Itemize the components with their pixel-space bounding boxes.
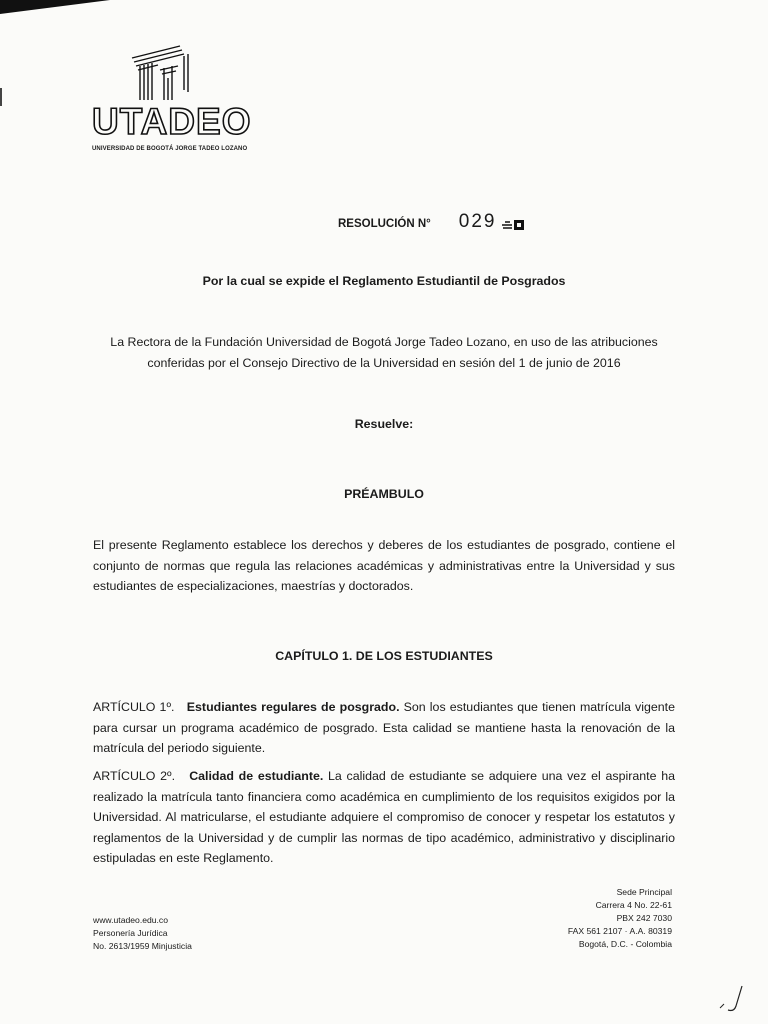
article-1 [93,697,675,759]
resolution-label: RESOLUCIÓN N° [338,218,431,230]
logo-subtitle: UNIVERSIDAD DE BOGOTÁ JORGE TADEO LOZANO [92,146,248,152]
logo-wordmark: UTADEO [92,101,252,142]
resolution-number: 029 [458,211,497,232]
footer-left [93,914,192,953]
footer-headquarters: Sede Principal [616,887,672,897]
preamble-title: PRÉAMBULO [344,487,424,501]
footer-legal-number: No. 2613/1959 Minjusticia [93,941,192,951]
article-2 [93,766,675,869]
footer-address: Carrera 4 No. 22-61 [595,900,672,910]
resolution-line [338,212,526,236]
footer-fax: FAX 561 2107 · A.A. 80319 [567,926,672,936]
article-1-text: Son los estudiantes que tienen matrícula vigente para cursar un programa académico de posgrado. Esta calidad se mantiene hasta la renovación de la matrícula del periodo siguiente. [93,700,675,756]
utadeo-logo [92,44,262,152]
footer-right [568,886,672,951]
scan-corner-mark [0,0,110,16]
article-1-number: ARTÍCULO 1º. [93,700,175,714]
article-2-text: La calidad de estudiante se adquiere una vez el aspirante ha realizado la matrícula tanto financiera como académica en cumplimiento de los requisitos exigidos por la Universidad. Al matricularse, el estudiante adquiere el compromiso de conocer y respetar los estatutos y reglamentos de la Universidad y de cumplir las normas de tipo académico, administrativo y disciplinario estipuladas en este Reglamento. [93,769,675,866]
chapter-1-title: CAPÍTULO 1. DE LOS ESTUDIANTES [275,649,493,663]
date-stamp-icon [500,215,526,233]
footer-city: Bogotá, D.C. - Colombia [578,939,672,949]
article-2-number: ARTÍCULO 2º. [93,769,176,783]
intro-line-1: La Rectora de la Fundación Universidad de Bogotá Jorge Tadeo Lozano, en uso de las atribuciones [110,335,658,349]
utadeo-logo-icon [130,44,192,102]
footer-phone: PBX 242 7030 [616,913,672,923]
resolves-heading: Resuelve: [354,417,414,431]
article-2-heading: Calidad de estudiante. [189,769,324,783]
preamble-text: El presente Reglamento establece los derechos y deberes de los estudiantes de posgrado, contiene el conjunto de normas que regula las relaciones académicas y administrativas entre la Universidad y sus estudiantes de especializaciones, maestrías y doctorados. [93,538,675,594]
handwritten-mark-icon [714,984,748,1014]
intro-line-2: conferidas por el Consejo Directivo de la Universidad en sesión del 1 de junio de 2016 [147,356,621,370]
resolution-subject: Por la cual se expide el Reglamento Estudiantil de Posgrados [202,274,566,288]
footer-legal-label: Personería Jurídica [93,928,168,938]
scan-edge-mark [0,88,2,106]
footer-website: www.utadeo.edu.co [93,915,169,925]
article-1-heading: Estudiantes regulares de posgrado. [186,700,400,714]
